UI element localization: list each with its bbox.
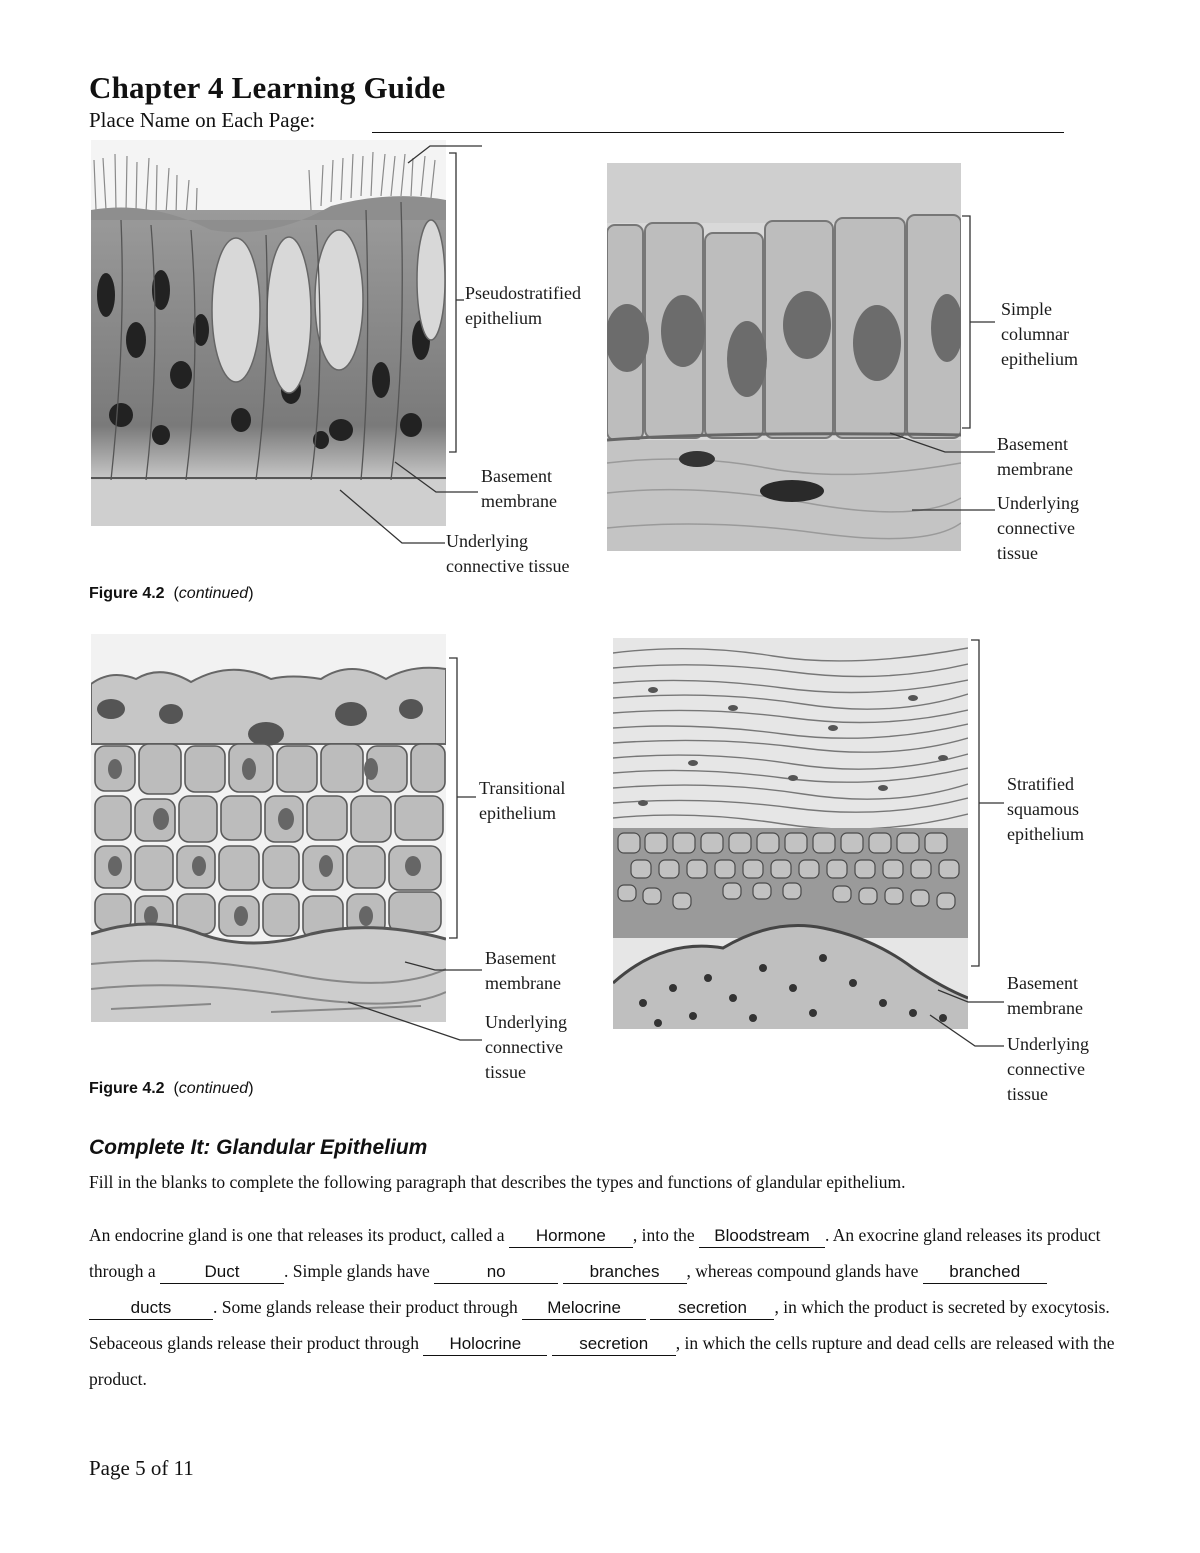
figure-caption-number: Figure 4.2: [89, 1080, 165, 1097]
transitional-connective-label: [485, 1010, 567, 1085]
simple-columnar-label-line-2: columnar: [1001, 324, 1069, 344]
basement-label-line-2: membrane: [481, 491, 557, 511]
pseudostratified-label-line-2: epithelium: [465, 308, 542, 328]
basement-label-line-1: Basement: [485, 948, 556, 968]
paragraph-text: , whereas compound glands have: [686, 1261, 923, 1281]
connective-label-line-2: connective: [485, 1037, 563, 1057]
blank-melocrine[interactable]: Melocrine: [522, 1297, 646, 1320]
stratified-squamous-label: [1007, 772, 1084, 847]
basement-label-line-2: membrane: [997, 459, 1073, 479]
transitional-epithelium-illustration: [91, 634, 446, 1022]
paragraph-text: . Some glands release their product through: [213, 1297, 523, 1317]
transitional-label-line-1: Transitional: [479, 778, 566, 798]
pseudostratified-connective-label: [446, 529, 569, 579]
basement-label-line-1: Basement: [997, 434, 1068, 454]
name-prompt: Place Name on Each Page:: [89, 108, 316, 132]
paragraph-text: An endocrine gland is one that releases its product, called a: [89, 1225, 509, 1245]
simple-columnar-basement-label: [997, 432, 1073, 482]
connective-label-line-1: Underlying: [446, 531, 528, 551]
connective-label-line-2: connective: [997, 518, 1075, 538]
simple-columnar-label-line-3: epithelium: [1001, 349, 1078, 369]
complete-it-instructions: Fill in the blanks to complete the following paragraph that describes the types and functions of glandular epithelium.: [89, 1172, 906, 1192]
page-title: Chapter 4 Learning Guide: [89, 70, 446, 105]
pseudostratified-basement-label: [481, 464, 557, 514]
paragraph-text: , in which the cells rupture and dead cells are released with the product.: [89, 1333, 1115, 1389]
stratified-squamous-epithelium-illustration: [613, 638, 968, 1029]
connective-label-line-1: Underlying: [997, 493, 1079, 513]
pseudostratified-label: [465, 281, 581, 331]
connective-label-line-1: Underlying: [485, 1012, 567, 1032]
connective-label-line-1: Underlying: [1007, 1034, 1089, 1054]
stratified-squamous-basement-label: [1007, 971, 1083, 1021]
simple-columnar-connective-label: [997, 491, 1079, 566]
connective-label-line-3: tissue: [1007, 1084, 1049, 1104]
stratified-squamous-label-line-2: squamous: [1007, 799, 1079, 819]
stratified-squamous-label-line-1: Stratified: [1007, 774, 1074, 794]
fill-in-paragraph: [89, 1217, 1139, 1397]
transitional-label-line-2: epithelium: [479, 803, 556, 823]
simple-columnar-label: [1001, 297, 1078, 372]
paragraph-text: . Simple glands have: [283, 1261, 435, 1281]
blank-holocrine[interactable]: Holocrine: [423, 1333, 547, 1356]
blank-secretion-2[interactable]: secretion: [552, 1333, 676, 1356]
basement-label-line-2: membrane: [485, 973, 561, 993]
paragraph-text: . An exocrine gland releases its product through a: [89, 1225, 1101, 1281]
connective-label-line-2: connective tissue: [446, 556, 570, 576]
stratified-squamous-connective-label: [1007, 1032, 1089, 1107]
basement-label-line-1: Basement: [481, 466, 552, 486]
simple-columnar-epithelium-illustration: [607, 163, 961, 551]
pseudostratified-epithelium-illustration: [91, 140, 446, 526]
blank-no[interactable]: no: [434, 1261, 558, 1284]
name-blank-line[interactable]: [372, 132, 1064, 133]
blank-branched[interactable]: branched: [923, 1261, 1047, 1284]
pseudostratified-label-line-1: Pseudostratified: [465, 283, 581, 303]
complete-it-heading: Complete It: Glandular Epithelium: [89, 1136, 428, 1159]
blank-hormone[interactable]: Hormone: [509, 1225, 633, 1248]
figure-caption-note: continued: [178, 1080, 249, 1097]
blank-bloodstream[interactable]: Bloodstream: [699, 1225, 825, 1248]
basement-label-line-2: membrane: [1007, 998, 1083, 1018]
simple-columnar-label-line-1: Simple: [1001, 299, 1053, 319]
figure-caption-2: Figure 4.2 (continued): [89, 1080, 254, 1097]
figure-caption-number: Figure 4.2: [89, 585, 165, 602]
transitional-label: [479, 776, 565, 826]
paragraph-text: , in which the product is secreted by exocytosis. Sebaceous glands release their product through: [89, 1297, 1110, 1353]
blank-duct[interactable]: Duct: [160, 1261, 284, 1284]
figure-caption-note: continued: [178, 585, 249, 602]
transitional-basement-label: [485, 946, 561, 996]
blank-secretion-1[interactable]: secretion: [650, 1297, 774, 1320]
basement-label-line-1: Basement: [1007, 973, 1078, 993]
blank-ducts[interactable]: ducts: [89, 1297, 213, 1320]
connective-label-line-3: tissue: [485, 1062, 527, 1082]
figure-caption-1: Figure 4.2 (continued): [89, 585, 254, 602]
connective-label-line-3: tissue: [997, 543, 1039, 563]
blank-branches[interactable]: branches: [563, 1261, 687, 1284]
page-number: Page 5 of 11: [89, 1456, 194, 1480]
stratified-squamous-label-line-3: epithelium: [1007, 824, 1084, 844]
connective-label-line-2: connective: [1007, 1059, 1085, 1079]
paragraph-text: , into the: [632, 1225, 699, 1245]
